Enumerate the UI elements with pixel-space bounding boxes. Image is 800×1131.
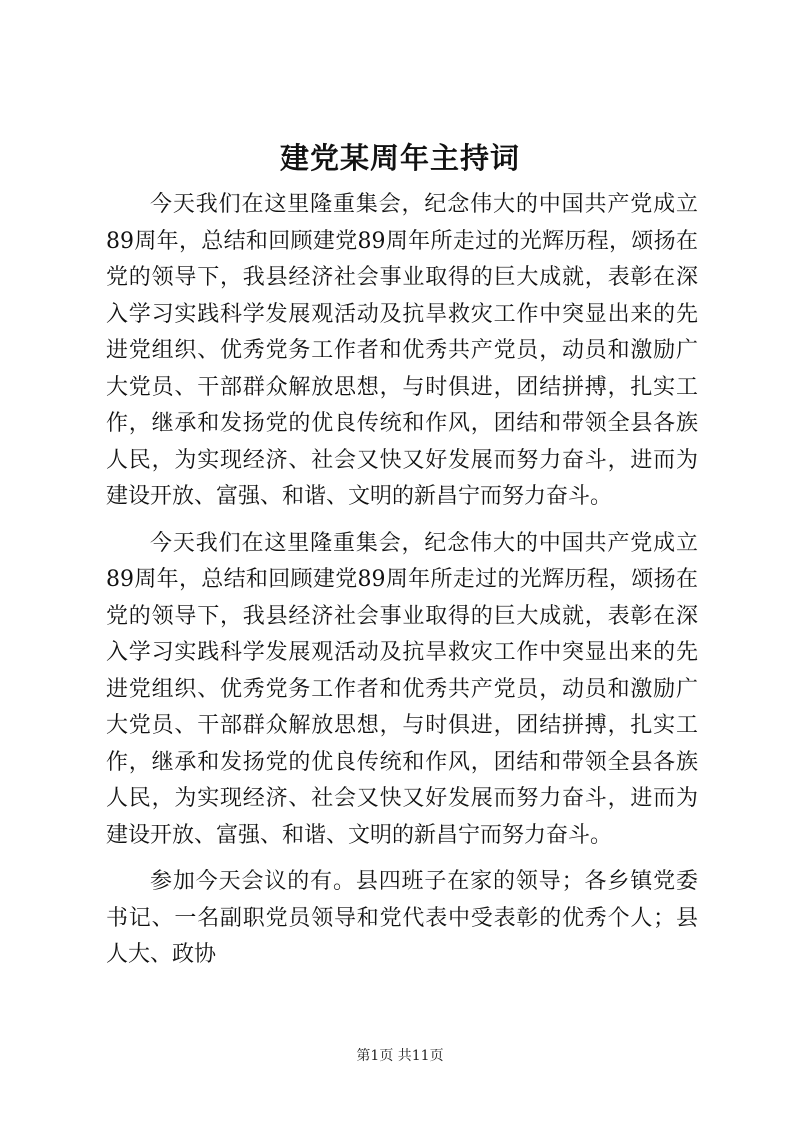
paragraph-3: 参加今天会议的有。县四班子在家的领导；各乡镇党委书记、一名副职党员领导和党代表中受表彰的优秀个人；县人大、政协 — [106, 869, 698, 967]
page-number-footer: 第1页 共11页 — [356, 1048, 444, 1064]
document-title: 建党某周年主持词 — [279, 141, 520, 175]
paragraph-1: 今天我们在这里隆重集会，纪念伟大的中国共产党成立89周年，总结和回顾建党89周年所走过的光辉历程，颂扬在党的领导下，我县经济社会事业取得的巨大成就，表彰在深入学习实践科学发展观活动及抗旱救灾工作中突显出来的先进党组织、优秀党务工作者和优秀共产党员，动员和激励广大党员、干部群众解放思想，与时俱进，团结拼搏，扎实工作，继承和发扬党的优良传统和作风，团结和带领全县各族人民，为实现经济、社会又快又好发展而努力奋斗，进而为建设开放、富强、和谐、文明的新昌宁而努力奋斗。 — [106, 192, 698, 509]
document-body — [106, 187, 698, 967]
paragraph-2: 今天我们在这里隆重集会，纪念伟大的中国共产党成立89周年，总结和回顾建党89周年所走过的光辉历程，颂扬在党的领导下，我县经济社会事业取得的巨大成就，表彰在深入学习实践科学发展观活动及抗旱救灾工作中突显出来的先进党组织、优秀党务工作者和优秀共产党员，动员和激励广大党员、干部群众解放思想，与时俱进，团结拼搏，扎实工作，继承和发扬党的优良传统和作风，团结和带领全县各族人民，为实现经济、社会又快又好发展而努力奋斗，进而为建设开放、富强、和谐、文明的新昌宁而努力奋斗。 — [106, 530, 698, 848]
